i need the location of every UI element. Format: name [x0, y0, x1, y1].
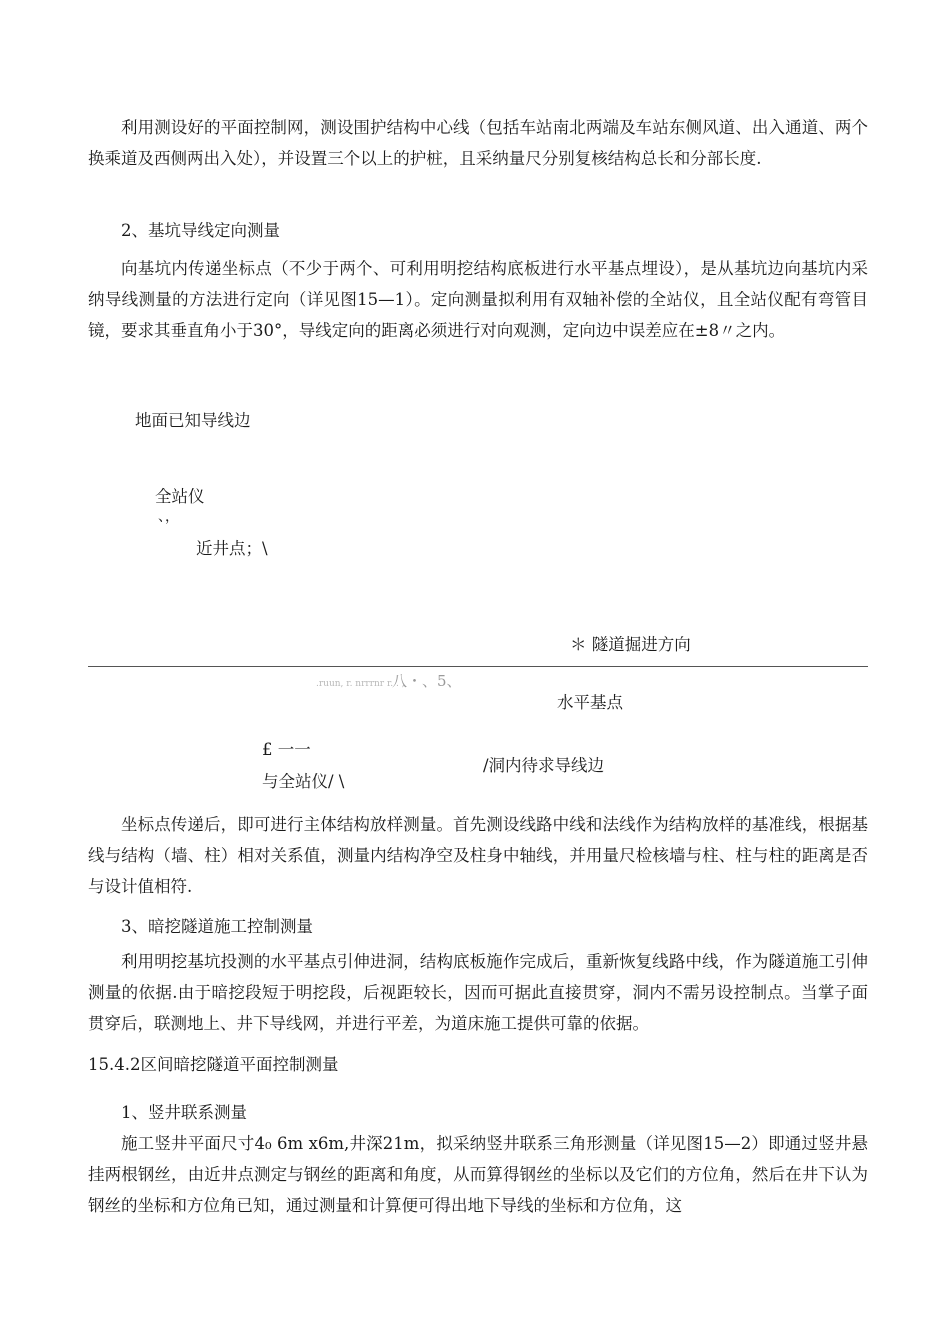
- figure-label-known-edge: 地面已知导线边: [135, 411, 251, 430]
- heading-shaft-survey: 1、竖井联系测量: [121, 1103, 247, 1122]
- paragraph-coordinate-transfer: 向基坑内传递坐标点（不少于两个、可利用明挖结构底板进行水平基点埋设），是从基坑边向基坑内采纳导线测量的方法进行定向（详见图15—1）。定向测量拟利用有双轴补偿的全站仪，且全站仪配有弯管目镜，要求其垂直角小于30°，导线定向的距离必须进行对向观测，定向边中误差应在±8〃之内。: [88, 259, 868, 340]
- figure-pound-mark: £ 一一: [262, 740, 311, 759]
- figure-garbled-marks: 八・、5、: [392, 672, 462, 690]
- figure-label-tunnel-edge: /洞内待求导线边: [483, 756, 605, 775]
- figure-label-level-point: 水平基点: [557, 693, 623, 712]
- figure-garbled-text: .ruun, r. nrrrnr r. . ,: [316, 679, 405, 689]
- figure-label-tunnel-direction: ＊ 隧道掘进方向: [570, 635, 691, 654]
- heading-tunnel-control: 3、暗挖隧道施工控制测量: [121, 917, 313, 936]
- paragraph-structure-layout: 坐标点传递后，即可进行主体结构放样测量。首先测设线路中线和法线作为结构放样的基准线，根据基线与结构（墙、柱）相对关系值，测量内结构净空及柱身中轴线，并用量尺检核墙与柱、柱与柱的距离是否与设计值相符.: [88, 815, 868, 896]
- figure-label-total-station: 全站仪: [155, 487, 205, 506]
- figure-label-with-station: 与全站仪/ \: [262, 772, 345, 791]
- figure-baseline: [88, 666, 868, 667]
- heading-section-15-4-2: 15.4.2区间暗挖隧道平面控制测量: [88, 1055, 339, 1074]
- figure-marks: 、，: [158, 509, 179, 525]
- figure-label-near-well: 近井点；\: [196, 539, 268, 558]
- paragraph-control-network: 利用测设好的平面控制网，测设围护结构中心线（包括车站南北两端及车站东侧风道、出入通道、两个换乘道及西侧两出入处），并设置三个以上的护桩，且采纳量尺分别复核结构总长和分部长度.: [88, 118, 868, 168]
- paragraph-tunnel-extension: 利用明挖基坑投测的水平基点引伸进洞，结构底板施作完成后，重新恢复线路中线，作为隧道施工引伸测量的依据.由于暗挖段短于明挖段，后视距较长，因而可据此直接贯穿，洞内不需另设控制点。当掌子面贯穿后，联测地上、井下导线网，并进行平差，为道床施工提供可靠的依据。: [88, 952, 868, 1033]
- paragraph-shaft-details: 施工竖井平面尺寸4₀ 6m x6m,井深21m，拟采纳竖井联系三角形测量（详见图15—2）即通过竖井悬挂两根钢丝，由近井点测定与钢丝的距离和角度，从而算得钢丝的坐标以及它们的方位角，然后在井下认为钢丝的坐标和方位角已知，通过测量和计算便可得出地下导线的坐标和方位角，这: [88, 1134, 868, 1215]
- heading-pit-orientation: 2、基坑导线定向测量: [121, 221, 280, 240]
